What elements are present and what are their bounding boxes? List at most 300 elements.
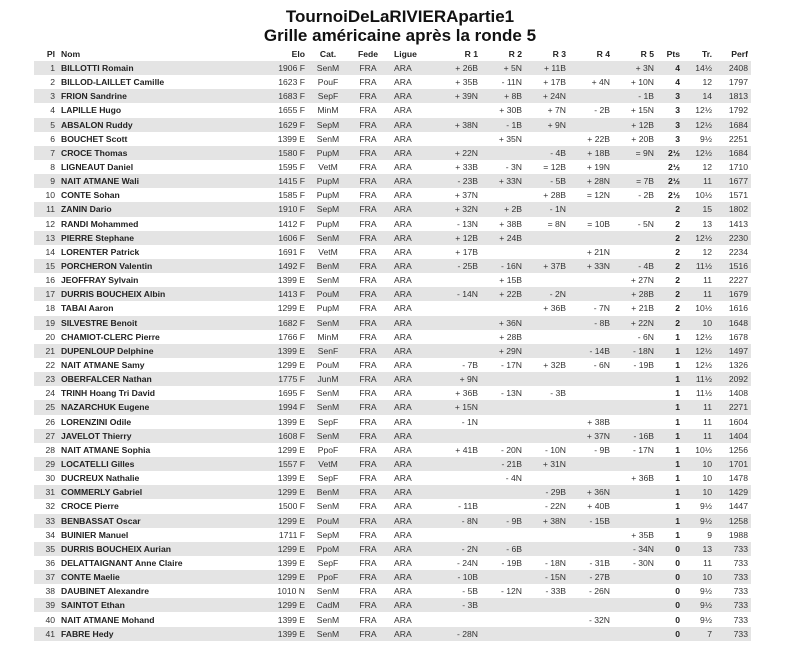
table-row	[34, 386, 751, 400]
cell-place: 23	[34, 372, 58, 386]
cell-place: 27	[34, 429, 58, 443]
cell-place: 5	[34, 118, 58, 132]
cell-round-2	[481, 372, 525, 386]
cell-round-5	[613, 584, 657, 598]
cell-round-1	[437, 103, 481, 117]
cell-elo: 1580 F	[264, 146, 308, 160]
cell-round-3: + 9N	[525, 118, 569, 132]
cell-round-2	[481, 301, 525, 315]
cell-tiebreak: 10½	[695, 190, 712, 201]
cell-round-3	[525, 429, 569, 443]
cell-name: BUINIER Manuel	[61, 529, 129, 540]
cell-place: 11	[34, 202, 58, 216]
cell-place: 13	[34, 231, 58, 245]
cell-round-5: - 4B	[613, 259, 657, 273]
cell-elo: 1299 E	[264, 570, 308, 584]
cell-tiebreak: 14½	[683, 61, 715, 75]
cell-points: 1	[657, 514, 683, 528]
cell-performance: 1648	[715, 316, 751, 330]
cell-performance: 1684	[715, 118, 751, 132]
cell-category: SenM	[316, 133, 340, 144]
cell-elo: 1399 E	[277, 614, 305, 625]
cell-elo: 1299 E	[264, 598, 308, 612]
cell-round-4	[569, 471, 613, 485]
cell-league: ARA	[388, 231, 437, 245]
cell-federation: FRA	[359, 133, 377, 144]
cell-name: NAIT ATMANE Wali	[58, 174, 264, 188]
cell-league: ARA	[388, 485, 437, 499]
cell-round-3: = 8N	[547, 218, 566, 229]
cell-round-1: - 28N	[437, 627, 481, 641]
cell-round-1	[437, 316, 481, 330]
cell-points: 1	[657, 457, 683, 471]
cell-name: COMMERLY Gabriel	[58, 485, 264, 499]
cell-league: ARA	[388, 146, 437, 160]
cell-federation: FRA	[348, 400, 388, 414]
cell-round-4	[569, 528, 613, 542]
cell-category: SepM	[308, 118, 348, 132]
cell-performance: 1256	[728, 444, 748, 455]
cell-tiebreak: 12½	[695, 105, 712, 116]
cell-category: PupM	[308, 146, 348, 160]
cell-name: FRION Sandrine	[58, 89, 264, 103]
cell-round-3: + 36B	[543, 303, 566, 314]
cell-league: ARA	[388, 372, 437, 386]
table-row	[34, 231, 751, 245]
cell-round-1	[437, 612, 481, 626]
cell-tiebreak: 11½	[683, 259, 715, 273]
cell-round-4: + 36N	[569, 485, 613, 499]
cell-round-1: + 35B	[455, 77, 478, 88]
cell-round-2	[481, 528, 525, 542]
cell-category: PupM	[316, 190, 340, 201]
cell-category: SenM	[316, 275, 340, 286]
cell-league: ARA	[388, 514, 437, 528]
cell-federation: FRA	[348, 598, 388, 612]
cell-performance: 1797	[728, 77, 748, 88]
cell-federation: FRA	[348, 429, 388, 443]
cell-category: MinM	[317, 331, 339, 342]
cell-round-3: - 3B	[550, 388, 566, 399]
cell-tiebreak: 11	[703, 275, 712, 286]
cell-points: 2	[675, 246, 680, 257]
cell-points: 1	[675, 501, 680, 512]
cell-name: DURRIS BOUCHEIX Aurian	[58, 542, 264, 556]
cell-federation: FRA	[359, 388, 377, 399]
table-row	[34, 160, 751, 174]
cell-league: ARA	[388, 174, 437, 188]
cell-category: CadM	[308, 598, 348, 612]
cell-category: SenM	[316, 614, 340, 625]
table-row	[34, 415, 751, 429]
cell-league: ARA	[394, 444, 412, 455]
cell-tiebreak: 13	[683, 542, 715, 556]
cell-tiebreak: 12½	[695, 360, 712, 371]
cell-round-2	[481, 146, 525, 160]
cell-elo: 1500 F	[278, 501, 305, 512]
cell-tiebreak: 11½	[683, 372, 715, 386]
cell-federation: FRA	[348, 259, 388, 273]
table-row	[34, 61, 751, 75]
cell-round-3	[525, 528, 569, 542]
cell-round-1: + 17B	[455, 246, 478, 257]
cell-league: ARA	[388, 570, 437, 584]
table-row	[34, 485, 751, 499]
cell-name: CROCE Thomas	[58, 146, 264, 160]
cell-federation: FRA	[348, 146, 388, 160]
cell-round-1	[437, 457, 481, 471]
cell-round-1	[437, 429, 481, 443]
cell-round-1: - 5B	[462, 586, 478, 597]
cell-league: ARA	[394, 557, 412, 568]
cell-round-2: - 16N	[481, 259, 525, 273]
cell-name: JEOFFRAY Sylvain	[61, 275, 139, 286]
table-row	[34, 118, 751, 132]
cell-round-4: + 33N	[569, 259, 613, 273]
cell-round-4: = 12N	[586, 190, 610, 201]
cell-category: SepM	[316, 529, 340, 540]
table-row	[34, 344, 751, 358]
cell-elo: 1010 N	[277, 586, 305, 597]
cell-round-5	[613, 386, 657, 400]
cell-points: 0	[657, 570, 683, 584]
title-block	[0, 0, 800, 45]
cell-federation: FRA	[359, 444, 377, 455]
cell-round-4: + 22B	[587, 133, 610, 144]
cell-round-5: - 18N	[613, 344, 657, 358]
cell-performance: 733	[733, 614, 748, 625]
cell-tiebreak: 11	[683, 400, 715, 414]
cell-place: 24	[45, 388, 55, 399]
column-header-tiebreak: Tr.	[701, 49, 712, 59]
cell-elo: 1492 F	[264, 259, 308, 273]
cell-federation: FRA	[348, 627, 388, 641]
cell-category: SepF	[317, 416, 339, 427]
cell-round-3: + 37B	[525, 259, 569, 273]
table-row	[34, 542, 751, 556]
cell-tiebreak: 11	[703, 557, 712, 568]
cell-tiebreak: 15	[683, 202, 715, 216]
cell-federation: FRA	[348, 174, 388, 188]
cell-points: 0	[675, 586, 680, 597]
cell-name: ZANIN Dario	[58, 202, 264, 216]
cell-round-3	[525, 471, 569, 485]
table-row	[34, 217, 751, 231]
cell-round-1: + 37N	[454, 190, 478, 201]
cell-points: 1	[675, 416, 680, 427]
cell-federation: FRA	[359, 303, 377, 314]
cell-points: 1	[657, 400, 683, 414]
cell-category: PpoF	[317, 444, 339, 455]
cell-name: CROCE Pierre	[61, 501, 119, 512]
cell-federation: FRA	[359, 360, 377, 371]
cell-round-2	[481, 627, 525, 641]
cell-place: 15	[34, 259, 58, 273]
cell-federation: FRA	[348, 514, 388, 528]
table-row	[34, 174, 751, 188]
cell-points: 3	[657, 89, 683, 103]
cell-round-3: - 29B	[525, 485, 569, 499]
cell-place: 22	[45, 360, 55, 371]
cell-performance: 2230	[715, 231, 751, 245]
cell-elo: 1299 E	[277, 444, 305, 455]
cell-round-4: - 9B	[594, 444, 610, 455]
table-row	[34, 103, 751, 117]
cell-name: BILLOTTI Romain	[58, 61, 264, 75]
cell-tiebreak: 10	[683, 316, 715, 330]
cell-federation: FRA	[359, 162, 377, 173]
cell-round-5: + 28B	[613, 287, 657, 301]
cell-elo: 1399 E	[277, 133, 305, 144]
cell-place: 6	[50, 133, 55, 144]
cell-round-2: - 3N	[505, 162, 522, 173]
cell-elo: 1299 E	[264, 485, 308, 499]
cell-federation: FRA	[348, 118, 388, 132]
cell-place: 31	[34, 485, 58, 499]
cell-performance: 2234	[728, 246, 748, 257]
cell-round-1	[437, 273, 481, 287]
cell-round-2	[481, 188, 525, 202]
cell-category: PouM	[308, 514, 348, 528]
cell-round-4	[569, 61, 613, 75]
column-header-points: Pts	[666, 49, 680, 59]
cell-tiebreak: 9½	[700, 133, 712, 144]
cell-tiebreak: 12½	[683, 344, 715, 358]
cell-round-1: - 11B	[458, 501, 478, 512]
cell-elo: 1299 E	[277, 303, 305, 314]
cell-round-1	[437, 485, 481, 499]
table-row	[34, 556, 751, 570]
cell-points: 2½	[657, 146, 683, 160]
cell-elo: 1711 F	[278, 529, 305, 540]
cell-federation: FRA	[359, 190, 377, 201]
cell-elo: 1775 F	[264, 372, 308, 386]
cell-round-4	[569, 202, 613, 216]
cell-league: ARA	[394, 416, 412, 427]
cell-name: PIERRE Stephane	[58, 231, 264, 245]
cell-round-2: - 4N	[505, 473, 522, 484]
cell-round-1: - 8N	[437, 514, 481, 528]
cell-tiebreak: 9½	[683, 514, 715, 528]
cell-round-1: - 24N	[456, 557, 478, 568]
cell-elo: 1399 E	[277, 557, 305, 568]
table-row	[34, 612, 751, 626]
cell-elo: 1994 F	[264, 400, 308, 414]
cell-category: SepF	[317, 473, 339, 484]
cell-league: ARA	[394, 614, 412, 625]
cell-place: 12	[45, 218, 55, 229]
cell-performance: 2271	[715, 400, 751, 414]
cell-name: DUCREUX Nathalie	[61, 473, 140, 484]
cell-performance: 733	[733, 557, 748, 568]
cell-federation: FRA	[359, 331, 377, 342]
cell-round-2: - 12N	[500, 586, 522, 597]
cell-round-3: - 5B	[525, 174, 569, 188]
cell-round-3	[525, 245, 569, 259]
cell-performance: 2092	[715, 372, 751, 386]
cell-name: LOCATELLI Gilles	[58, 457, 264, 471]
cell-round-5	[613, 160, 657, 174]
cell-place: 37	[34, 570, 58, 584]
cell-federation: FRA	[359, 77, 377, 88]
cell-federation: FRA	[348, 316, 388, 330]
cell-federation: FRA	[348, 231, 388, 245]
cell-round-1: - 23B	[437, 174, 481, 188]
cell-round-3: + 24N	[525, 89, 569, 103]
cell-performance: 1684	[715, 146, 751, 160]
cell-federation: FRA	[348, 344, 388, 358]
cell-name: DUPENLOUP Delphine	[58, 344, 264, 358]
cell-round-5	[613, 485, 657, 499]
standings-body	[34, 61, 751, 641]
cell-round-2: - 9B	[481, 514, 525, 528]
cell-league: ARA	[394, 501, 412, 512]
cell-tiebreak: 10	[702, 473, 712, 484]
cell-round-4: + 38B	[587, 416, 610, 427]
cell-federation: FRA	[348, 485, 388, 499]
cell-name: BENBASSAT Oscar	[58, 514, 264, 528]
cell-place: 26	[45, 416, 55, 427]
cell-round-5	[613, 499, 657, 513]
cell-elo: 1299 E	[264, 542, 308, 556]
cell-round-3: - 10N	[544, 444, 566, 455]
cell-round-1: + 36B	[455, 388, 478, 399]
cell-round-2: + 24B	[481, 231, 525, 245]
cell-elo: 1557 F	[264, 457, 308, 471]
cell-elo: 1399 E	[277, 275, 305, 286]
cell-round-3: + 11B	[525, 61, 569, 75]
cell-round-4: - 6N	[593, 360, 610, 371]
cell-name: DELATTAIGNANT Anne Claire	[61, 557, 183, 568]
cell-performance: 1813	[715, 89, 751, 103]
cell-tiebreak: 12½	[683, 118, 715, 132]
cell-name: TRINH Hoang Tri David	[61, 388, 156, 399]
cell-round-2: + 8B	[481, 89, 525, 103]
cell-category: SenM	[308, 429, 348, 443]
cell-round-4: + 19N	[586, 162, 610, 173]
cell-round-3: - 15N	[525, 570, 569, 584]
table-row	[34, 89, 751, 103]
cell-round-4	[569, 118, 613, 132]
cell-round-4	[569, 89, 613, 103]
cell-category: VetM	[318, 162, 338, 173]
cell-round-2: - 20N	[500, 444, 522, 455]
cell-league: ARA	[388, 598, 437, 612]
cell-round-1	[437, 330, 481, 344]
table-row	[34, 429, 751, 443]
cell-tiebreak: 9½	[683, 598, 715, 612]
cell-performance: 1516	[715, 259, 751, 273]
cell-category: PupM	[316, 218, 340, 229]
cell-round-5: + 10N	[630, 77, 654, 88]
cell-round-2: - 13N	[500, 388, 522, 399]
cell-round-5	[613, 598, 657, 612]
cell-federation: FRA	[359, 218, 377, 229]
cell-round-5: = 7B	[613, 174, 657, 188]
cell-round-3	[525, 273, 569, 287]
cell-round-5: + 12B	[613, 118, 657, 132]
cell-category: SenM	[308, 627, 348, 641]
cell-place: 1	[34, 61, 58, 75]
column-header-name: Nom	[61, 49, 81, 59]
cell-category: SenM	[308, 316, 348, 330]
cell-league: ARA	[388, 202, 437, 216]
cell-league: ARA	[388, 259, 437, 273]
cell-federation: FRA	[359, 501, 377, 512]
column-header-round-1: R 1	[464, 49, 478, 59]
cell-performance: 1616	[728, 303, 748, 314]
cell-round-2: + 5N	[481, 61, 525, 75]
cell-round-1: + 33B	[455, 162, 478, 173]
column-header-league: Ligue	[394, 49, 417, 59]
cell-points: 0	[675, 614, 680, 625]
cell-category: SenM	[308, 61, 348, 75]
cell-round-1: - 1N	[461, 416, 478, 427]
cell-category: SenM	[316, 501, 340, 512]
table-row	[34, 245, 751, 259]
cell-elo: 1691 F	[278, 246, 305, 257]
cell-round-3	[525, 132, 569, 146]
cell-league: ARA	[394, 162, 412, 173]
cell-place: 40	[45, 614, 55, 625]
cell-name: LAPILLE Hugo	[61, 105, 122, 116]
cell-round-4: + 37N	[569, 429, 613, 443]
cell-tiebreak: 10	[683, 570, 715, 584]
cell-federation: FRA	[359, 105, 377, 116]
cell-performance: 1429	[715, 485, 751, 499]
cell-round-1: + 41B	[455, 444, 478, 455]
cell-league: ARA	[394, 77, 412, 88]
cell-round-2	[481, 400, 525, 414]
cell-category: SenM	[316, 586, 340, 597]
cell-round-2	[481, 499, 525, 513]
table-row	[34, 259, 751, 273]
cell-round-3: + 28B	[543, 190, 566, 201]
cell-round-5	[613, 372, 657, 386]
table-row	[34, 273, 751, 287]
standings-table	[34, 47, 751, 641]
cell-elo: 1606 F	[264, 231, 308, 245]
cell-round-5: - 34N	[613, 542, 657, 556]
cell-round-2: + 36N	[481, 316, 525, 330]
cell-name: NAIT ATMANE Mohand	[61, 614, 155, 625]
cell-league: ARA	[394, 246, 412, 257]
cell-points: 4	[657, 61, 683, 75]
table-row	[34, 358, 751, 372]
cell-points: 1	[675, 473, 680, 484]
cell-elo: 1683 F	[264, 89, 308, 103]
cell-place: 41	[34, 627, 58, 641]
column-header-category: Cat.	[319, 49, 337, 59]
cell-category: MinM	[317, 105, 339, 116]
cell-round-2	[481, 570, 525, 584]
cell-round-3: + 32B	[543, 360, 566, 371]
table-row	[34, 528, 751, 542]
cell-tiebreak: 12½	[683, 231, 715, 245]
table-row	[34, 202, 751, 216]
cell-round-5: = 9N	[613, 146, 657, 160]
cell-elo: 1415 F	[264, 174, 308, 188]
cell-federation: FRA	[348, 570, 388, 584]
cell-points: 1	[657, 344, 683, 358]
cell-round-4: - 2B	[594, 105, 610, 116]
cell-elo: 1585 F	[278, 190, 305, 201]
cell-round-1: - 10B	[437, 570, 481, 584]
cell-elo: 1682 F	[264, 316, 308, 330]
cell-tiebreak: 10½	[695, 303, 712, 314]
cell-federation: FRA	[348, 89, 388, 103]
cell-round-1: + 38N	[437, 118, 481, 132]
